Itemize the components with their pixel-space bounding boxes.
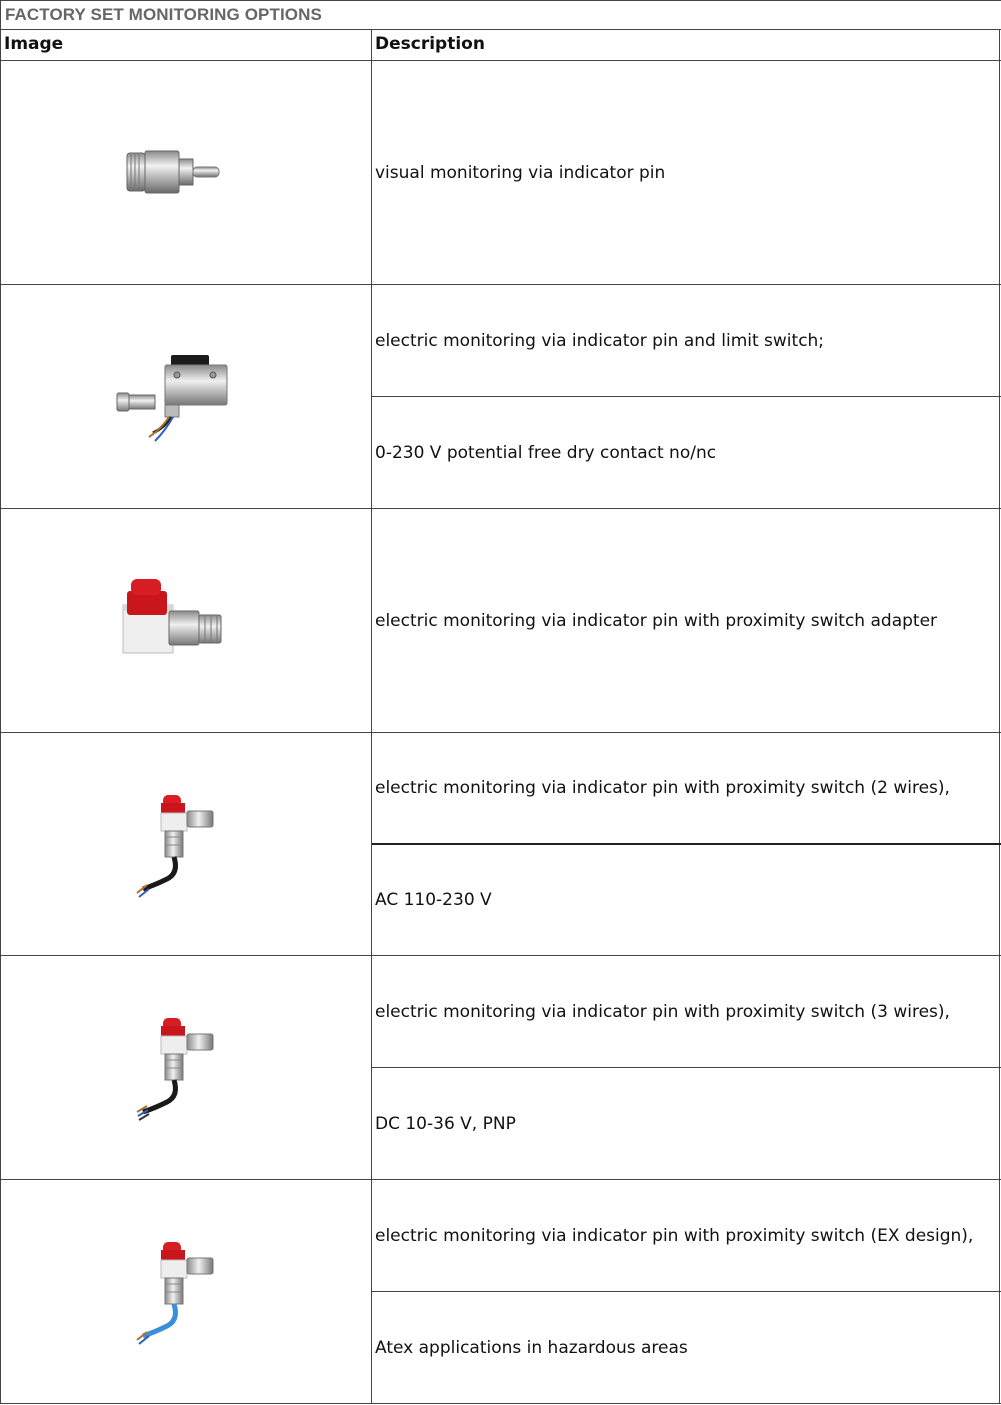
description-cell: electric monitoring via indicator pin with proximity switch (3 wires), <box>372 956 1001 1068</box>
description-cell: visual monitoring via indicator pin <box>372 61 1001 285</box>
table-title: FACTORY SET MONITORING OPTIONS <box>1 0 1001 30</box>
column-header-description: Description <box>372 30 1001 61</box>
description-cell: electric monitoring via indicator pin with proximity switch adapter <box>372 509 1001 733</box>
image-cell <box>1 733 372 956</box>
description-cell: DC 10-36 V, PNP <box>372 1068 1001 1180</box>
indicator-pin-product-icon <box>113 139 225 209</box>
image-cell <box>1 509 372 733</box>
description-cell: 0-230 V potential free dry contact no/nc <box>372 397 1001 509</box>
proximity-switch-3-wire-product-icon <box>133 1012 217 1122</box>
proximity-switch-ex-product-icon <box>133 1236 217 1346</box>
description-cell: electric monitoring via indicator pin with proximity switch (2 wires), <box>372 733 1001 845</box>
image-cell <box>1 61 372 285</box>
description-cell: electric monitoring via indicator pin with proximity switch (EX design), <box>372 1180 1001 1292</box>
description-cell: AC 110-230 V <box>372 845 1001 956</box>
proximity-adapter-product-icon <box>119 575 231 659</box>
proximity-switch-2-wire-product-icon <box>133 789 217 899</box>
column-header-image: Image <box>1 30 372 61</box>
description-cell: Atex applications in hazardous areas <box>372 1292 1001 1404</box>
description-cell: electric monitoring via indicator pin and limit switch; <box>372 285 1001 397</box>
image-cell <box>1 956 372 1180</box>
limit-switch-product-icon <box>113 351 233 445</box>
image-cell <box>1 1180 372 1404</box>
image-cell <box>1 285 372 509</box>
